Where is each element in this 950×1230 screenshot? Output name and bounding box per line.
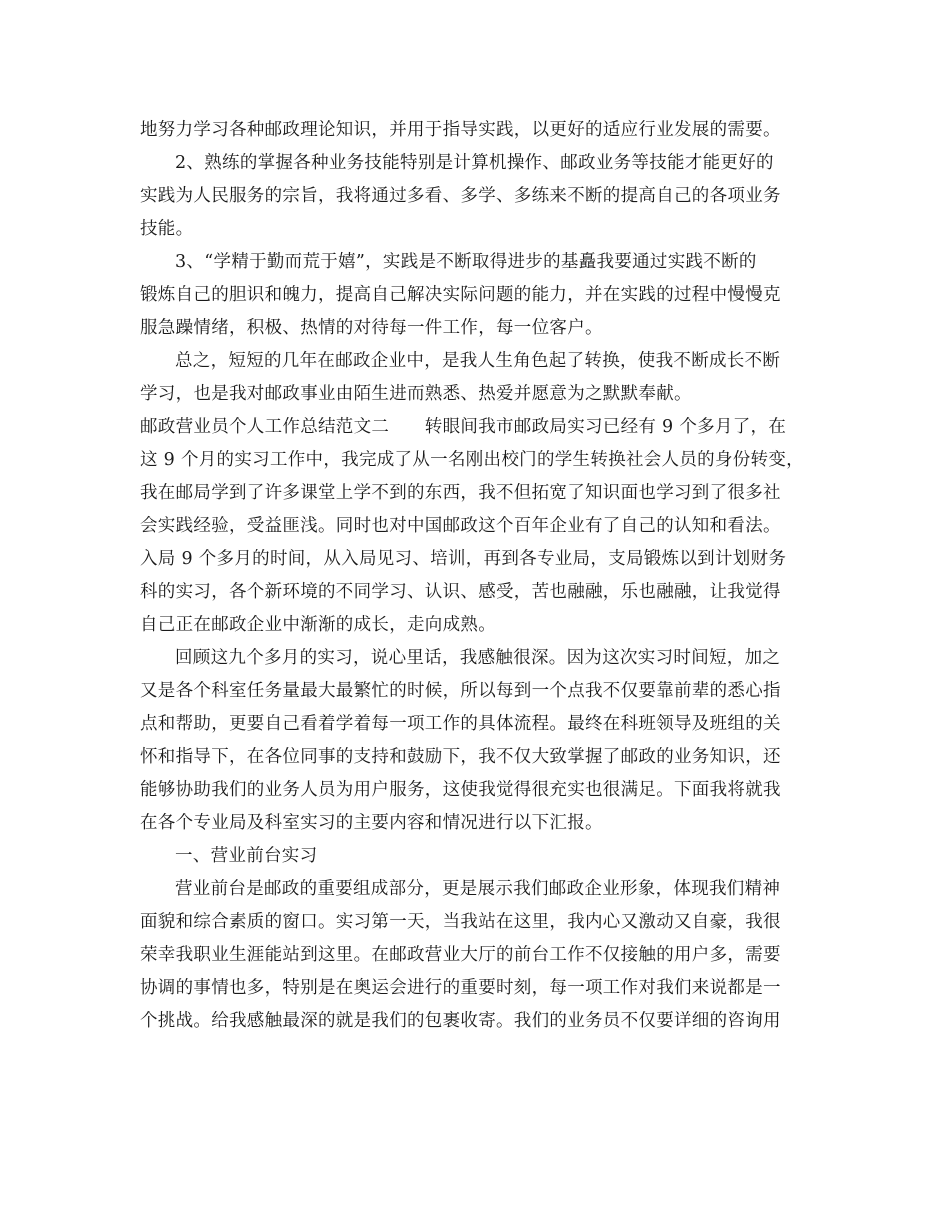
text-line: 实践为人民服务的宗旨，我将通过多看、多学、多练来不断的提高自己的各项业务: [140, 186, 781, 206]
text-line: 我在邮局学到了许多课堂上学不到的东西，我不但拓宽了知识面也学习到了很多社: [140, 483, 781, 503]
document-page: [140, 114, 830, 1038]
text-line: 怀和指导下，在各位同事的支持和鼓励下，我不仅大致掌握了邮政的业务知识，还: [140, 747, 781, 767]
text-line: 协调的事情也多，特别是在奥运会进行的重要时刻，每一项工作对我们来说都是一: [140, 978, 781, 998]
text-line: 会实践经验，受益匪浅。同时也对中国邮政这个百年企业有了自己的认知和看法。: [140, 516, 781, 536]
text-line: 自己正在邮政企业中渐渐的成长，走向成熟。: [140, 615, 496, 635]
text-line: 回顾这九个多月的实习，说心里话，我感触很深。因为这次实习时间短，加之: [175, 648, 781, 668]
text-line: 学习，也是我对邮政事业由陌生进而熟悉、热爱并愿意为之默默奉献。: [140, 384, 692, 404]
text-line: 服急躁情绪，积极、热情的对待每一件工作，每一位客户。: [140, 318, 603, 338]
text-line: 营业前台是邮政的重要组成部分，更是展示我们邮政企业形象，体现我们精神: [175, 879, 781, 899]
text-line: 科的实习，各个新环境的不同学习、认识、感受，苦也融融，乐也融融，让我觉得: [140, 582, 781, 602]
text-line: 点和帮助，更要自己看着学着每一项工作的具体流程。最终在科班领导及班组的关: [140, 714, 781, 734]
text-line: 这 9 个月的实习工作中，我完成了从一名刚出校门的学生转换社会人员的身份转变，: [140, 450, 804, 470]
text-line: 面貌和综合素质的窗口。实习第一天，当我站在这里，我内心又激动又自豪，我很: [140, 912, 781, 932]
text-line: 3、“学精于勤而荒于嬉”，实践是不断取得进步的基矗我要通过实践不断的: [175, 252, 757, 272]
text-line: 一、营业前台实习: [175, 846, 318, 866]
text-line: 锻炼自己的胆识和魄力，提高自己解决实际问题的能力，并在实践的过程中慢慢克: [140, 285, 781, 305]
text-line: 荣幸我职业生涯能站到这里。在邮政营业大厅的前台工作不仅接触的用户多，需要: [140, 945, 781, 965]
text-line: 技能。: [140, 219, 194, 239]
text-line: 2、熟练的掌握各种业务技能特别是计算机操作、邮政业务等技能才能更好的: [175, 153, 774, 173]
text-line: 地努力学习各种邮政理论知识，并用于指导实践，以更好的适应行业发展的需要。: [140, 120, 781, 140]
text-line: 在各个专业局及科室实习的主要内容和情况进行以下汇报。: [140, 813, 603, 833]
text-line: 能够协助我们的业务人员为用户服务，这使我觉得很充实也很满足。下面我将就我: [140, 780, 781, 800]
text-line: 入局 9 个多月的时间，从入局见习、培训，再到各专业局，支局锻炼以到计划财务: [140, 549, 787, 569]
text-line: 又是各个科室任务量最大最繁忙的时候，所以每到一个点我不仅要靠前辈的悉心指: [140, 681, 781, 701]
text-line: 邮政营业员个人工作总结范文二 转眼间我市邮政局实习已经有 9 个多月了，在: [140, 417, 787, 437]
text-line: 总之，短短的几年在邮政企业中，是我人生角色起了转换，使我不断成长不断: [175, 351, 781, 371]
text-line: 个挑战。给我感触最深的就是我们的包裹收寄。我们的业务员不仅要详细的咨询用: [140, 1011, 781, 1031]
